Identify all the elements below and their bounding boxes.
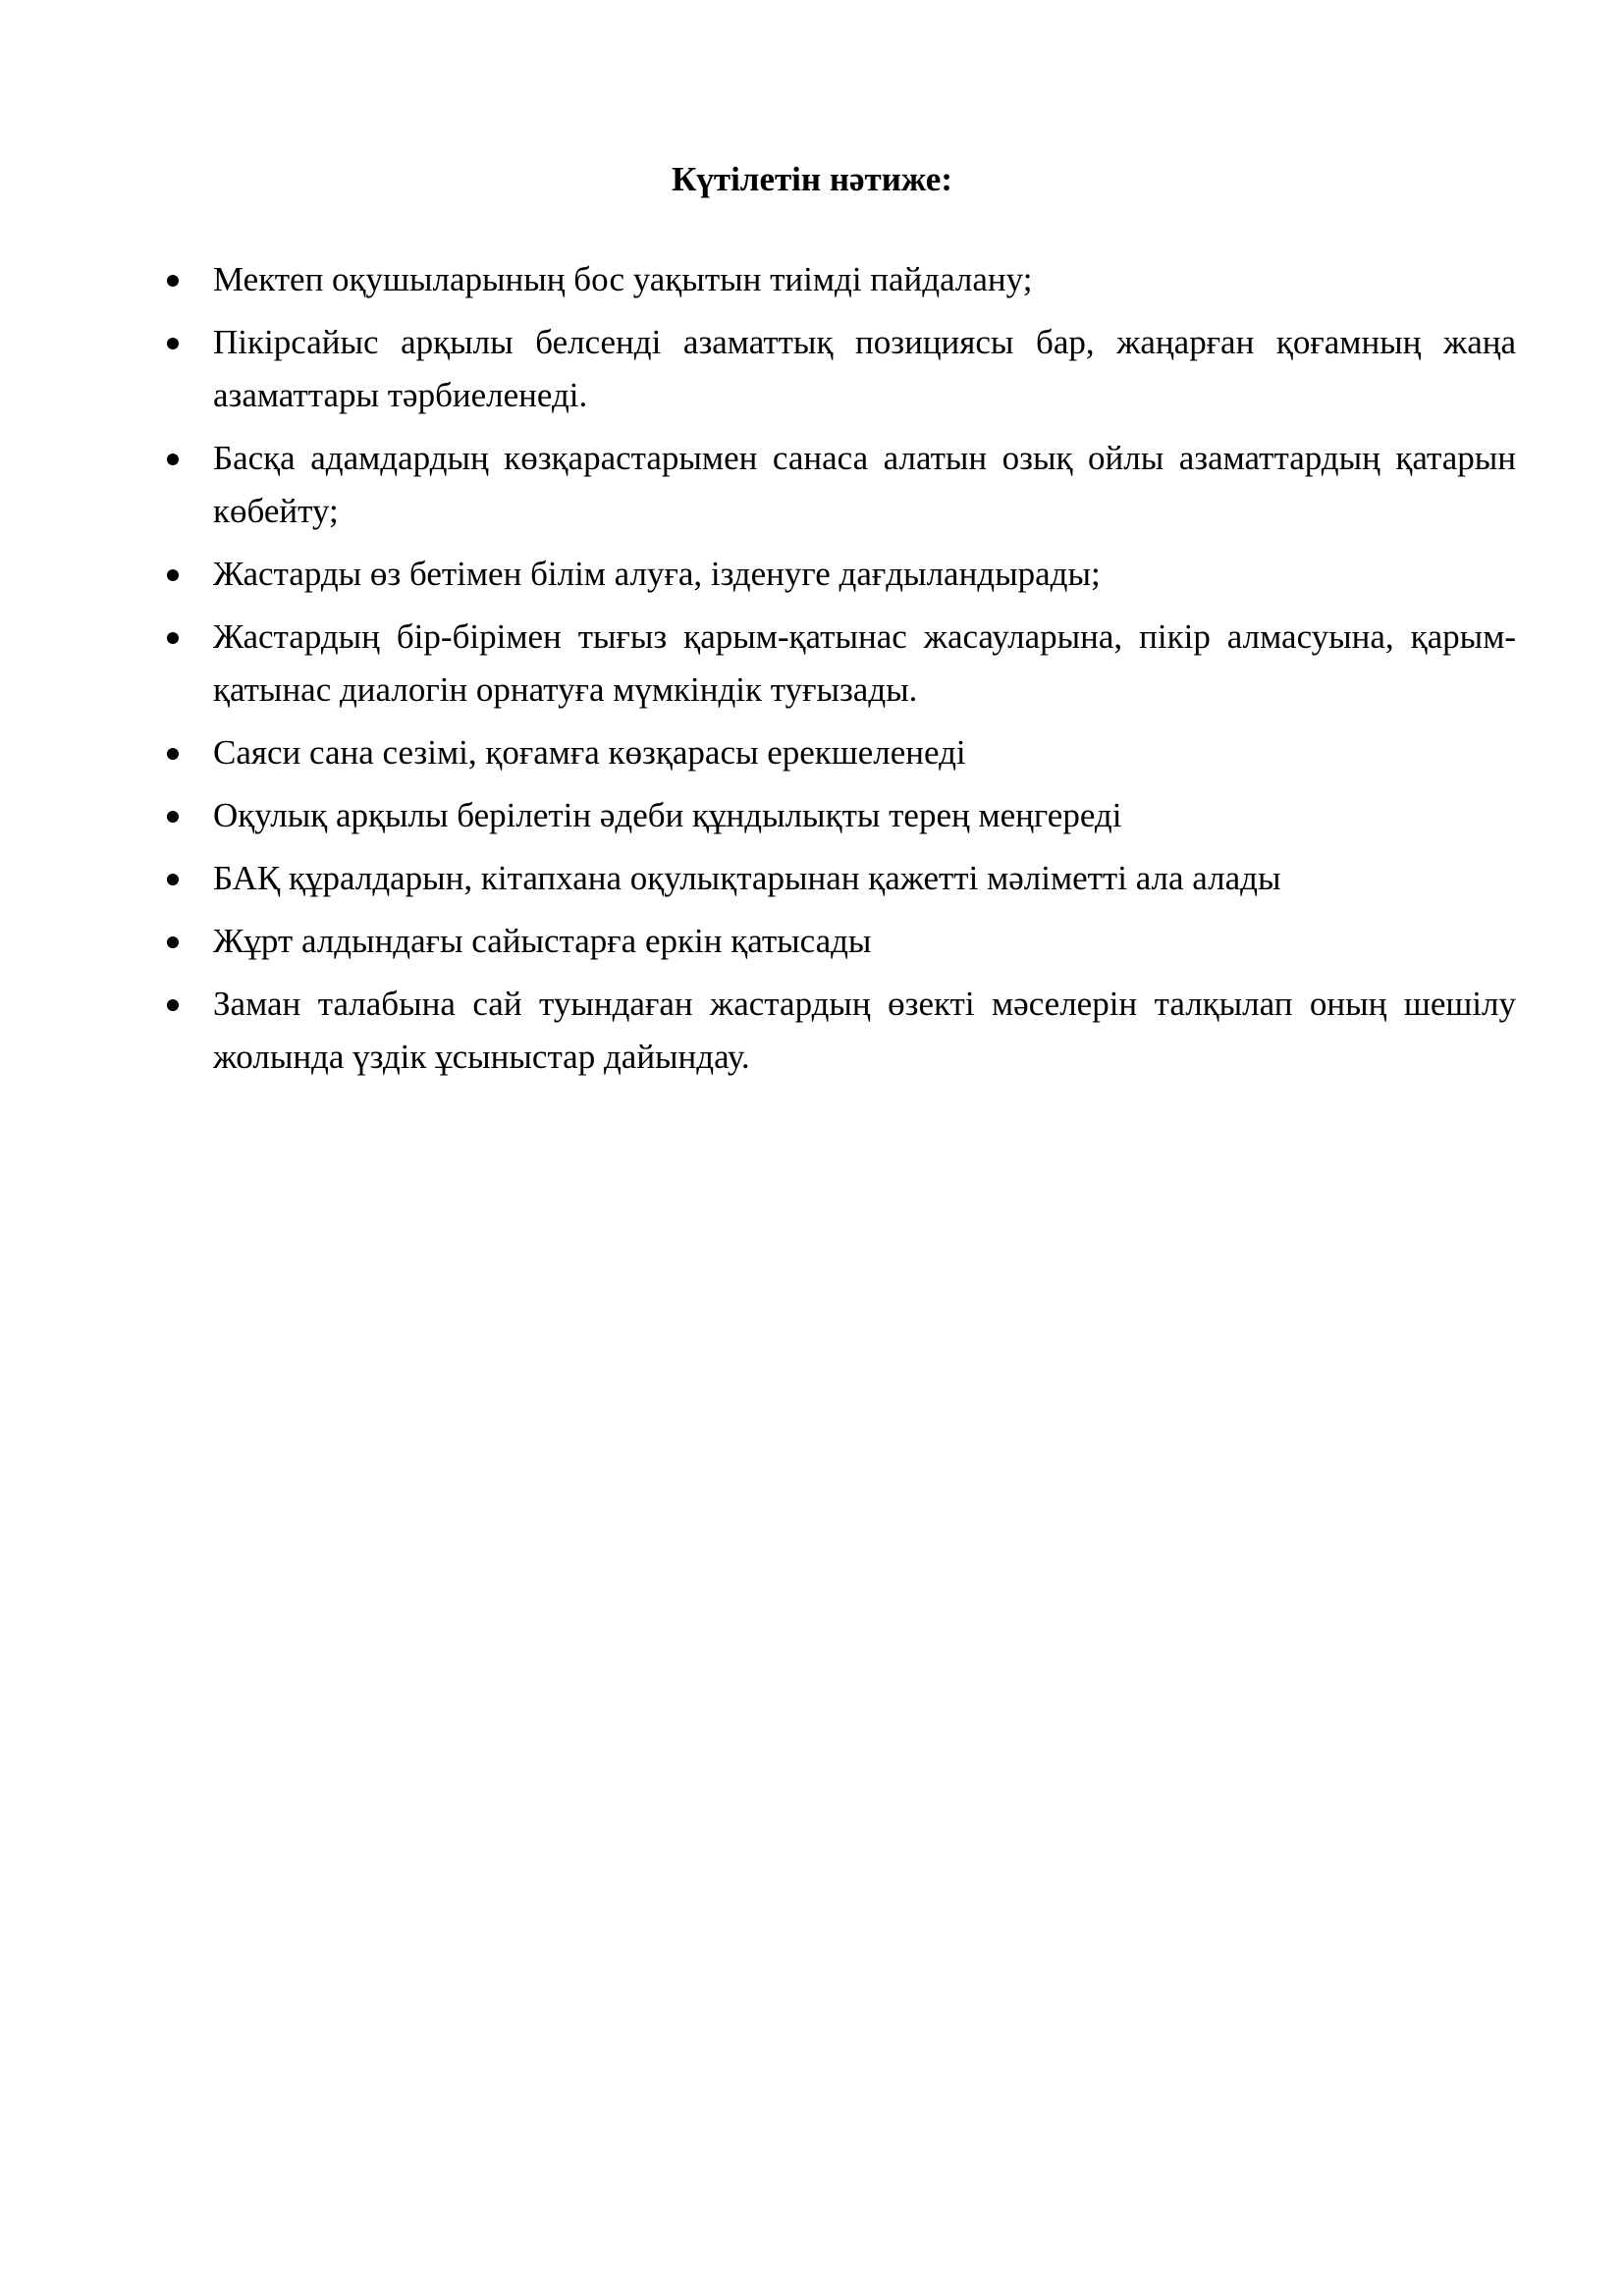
list-item-text: Оқулық арқылы берілетін әдеби құндылықты терең меңгереді — [213, 796, 1122, 834]
list-item — [157, 316, 1516, 422]
list-item — [157, 548, 1516, 601]
bullet-icon — [167, 811, 179, 823]
list-item-text: Мектеп оқушыларының бос уақытын тиімді пайдалану; — [213, 260, 1033, 298]
expected-results-list — [157, 253, 1516, 1094]
bullet-icon — [167, 454, 179, 465]
bullet-icon — [167, 275, 179, 287]
list-item-text: Басқа адамдардың көзқарастарымен санаса алатын озық ойлы азаматтардың қатарын көбейту; — [213, 439, 1516, 530]
bullet-icon — [167, 874, 179, 885]
bullet-icon — [167, 748, 179, 760]
list-item-text: Жұрт алдындағы сайыстарға еркін қатысады — [213, 922, 872, 960]
list-item — [157, 789, 1516, 842]
page-title: Күтілетін нәтиже: — [672, 160, 952, 198]
list-item — [157, 253, 1516, 306]
list-item-text: БАҚ құралдарын, кітапхана оқулықтарынан қажетті мәліметті ала алады — [213, 859, 1281, 897]
list-item — [157, 915, 1516, 968]
bullet-icon — [167, 632, 179, 644]
bullet-icon — [167, 569, 179, 581]
list-item — [157, 978, 1516, 1084]
bullet-icon — [167, 999, 179, 1011]
bullet-icon — [167, 338, 179, 349]
list-item-text: Пікірсайыс арқылы белсенді азаматтық позициясы бар, жаңарған қоғамның жаңа азаматтары тәрбиеленеді. — [213, 323, 1516, 414]
list-item — [157, 726, 1516, 779]
list-item — [157, 432, 1516, 538]
list-item — [157, 852, 1516, 905]
list-item-text: Саяси сана сезімі, қоғамға көзқарасы ерекшеленеді — [213, 733, 966, 772]
bullet-icon — [167, 936, 179, 948]
list-item-text: Заман талабына сай туындаған жастардың өзекті мәселерін талқылап оның шешілу жолында үздік ұсыныстар дайындау. — [213, 985, 1516, 1076]
list-item-text: Жастардың бір-бірімен тығыз қарым-қатынас жасауларына, пікір алмасуына, қарым-қатынас диалогін орнатуға мүмкіндік туғызады. — [213, 617, 1516, 709]
list-item-text: Жастарды өз бетімен білім алуға, ізденуге дағдыландырады; — [213, 555, 1101, 593]
list-item — [157, 611, 1516, 717]
